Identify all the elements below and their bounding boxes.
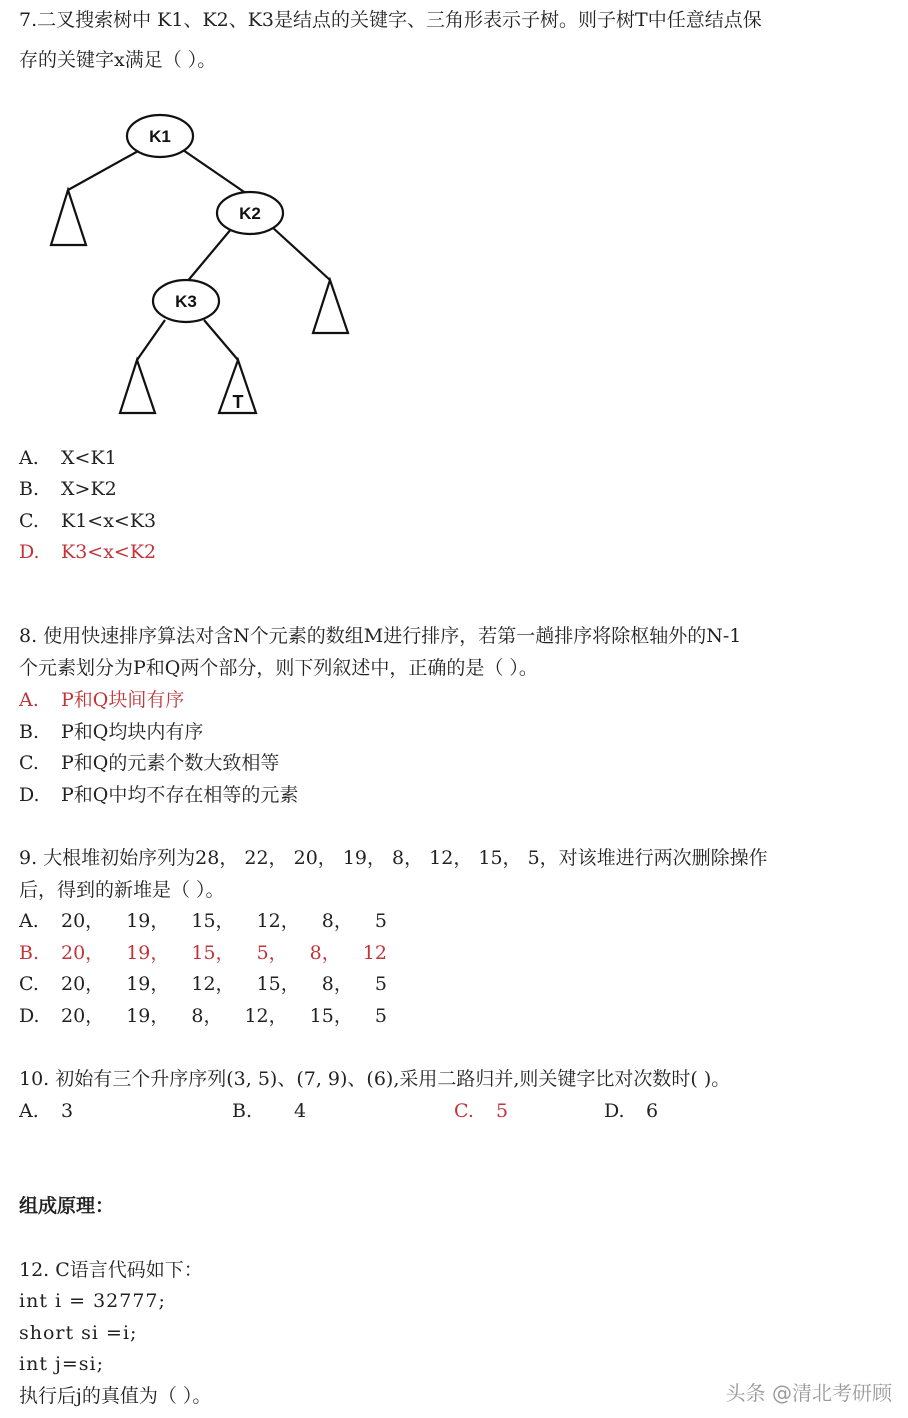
q12-code-line2: short si =i; — [19, 1322, 138, 1344]
q8-option-b: B. P和Q均块内有序 — [19, 721, 204, 743]
subtree-right-of-k2 — [313, 280, 348, 333]
q12-code-line3: int j=si; — [19, 1353, 105, 1375]
subtree-t-label: T — [232, 392, 244, 412]
edge-k1-k2 — [183, 150, 250, 196]
q9-stem-line1: 9. 大根堆初始序列为28， 22， 20， 19， 8， 12， 15， 5，对该堆进行两次删除操作 — [19, 847, 768, 869]
node-k1-label: K1 — [149, 127, 171, 146]
q12-question: 执行后j的真值为（ ）。 — [19, 1385, 212, 1407]
q7-stem-line2: 存的关键字x满足（ ）。 — [19, 49, 217, 71]
q8-option-d: D. P和Q中均不存在相等的元素 — [19, 784, 299, 806]
q8-stem-line2: 个元素划分为P和Q两个部分，则下列叙述中，正确的是（ ）。 — [19, 657, 538, 679]
q9-option-d: D. 20， 19， 8， 12， 15， 5 — [19, 1005, 387, 1027]
q8-option-a-answer: A. P和Q块间有序 — [19, 689, 185, 711]
bst-diagram — [40, 100, 370, 430]
edge-k2-right — [272, 227, 330, 280]
edge-k2-k3 — [186, 228, 232, 283]
q8-stem-line1: 8. 使用快速排序算法对含N个元素的数组M进行排序，若第一趟排序将除枢轴外的N-1 — [19, 625, 742, 647]
q10-option-d: D. 6 — [604, 1100, 659, 1122]
q10-option-a: A. 3 — [19, 1100, 74, 1122]
q9-option-b-answer: B. 20， 19， 15， 5， 8， 12 — [19, 942, 387, 964]
q7-option-d-answer: D. K3<x<K2 — [19, 541, 157, 563]
watermark: 头条 @清北考研顾 — [725, 1381, 892, 1405]
q10-option-b: B. 4 — [232, 1100, 307, 1122]
q7-option-b: B. X>K2 — [19, 478, 117, 500]
q10-stem: 10. 初始有三个升序序列(3, 5)、(7, 9)、(6),采用二路归并,则关键字比对次数时( )。 — [19, 1068, 731, 1090]
q10-option-c-answer: C. 5 — [454, 1100, 509, 1122]
subtree-left-of-k1 — [51, 190, 86, 245]
q12-code-line1: int i = 32777; — [19, 1290, 166, 1312]
q9-option-c: C. 20， 19， 12， 15， 8， 5 — [19, 973, 387, 995]
edge-k3-t — [204, 320, 238, 360]
q9-option-a: A. 20， 19， 15， 12， 8， 5 — [19, 910, 387, 932]
q9-stem-line2: 后，得到的新堆是（ ）。 — [19, 879, 225, 901]
q7-stem-line1: 7.二叉搜索树中 K1、K2、K3是结点的关键字、三角形表示子树。则子树T中任意结点保 — [19, 9, 762, 31]
node-k2-label: K2 — [239, 204, 261, 223]
section-title: 组成原理： — [19, 1195, 115, 1217]
edge-k1-left — [68, 150, 140, 190]
q8-option-c: C. P和Q的元素个数大致相等 — [19, 752, 280, 774]
node-k3-label: K3 — [175, 292, 197, 311]
subtree-left-of-k3 — [120, 360, 155, 413]
q7-option-a: A. X<K1 — [19, 447, 117, 469]
edge-k3-left — [137, 320, 165, 360]
q12-stem: 12. C语言代码如下： — [19, 1259, 203, 1281]
q7-option-c: C. K1<x<K3 — [19, 510, 157, 532]
